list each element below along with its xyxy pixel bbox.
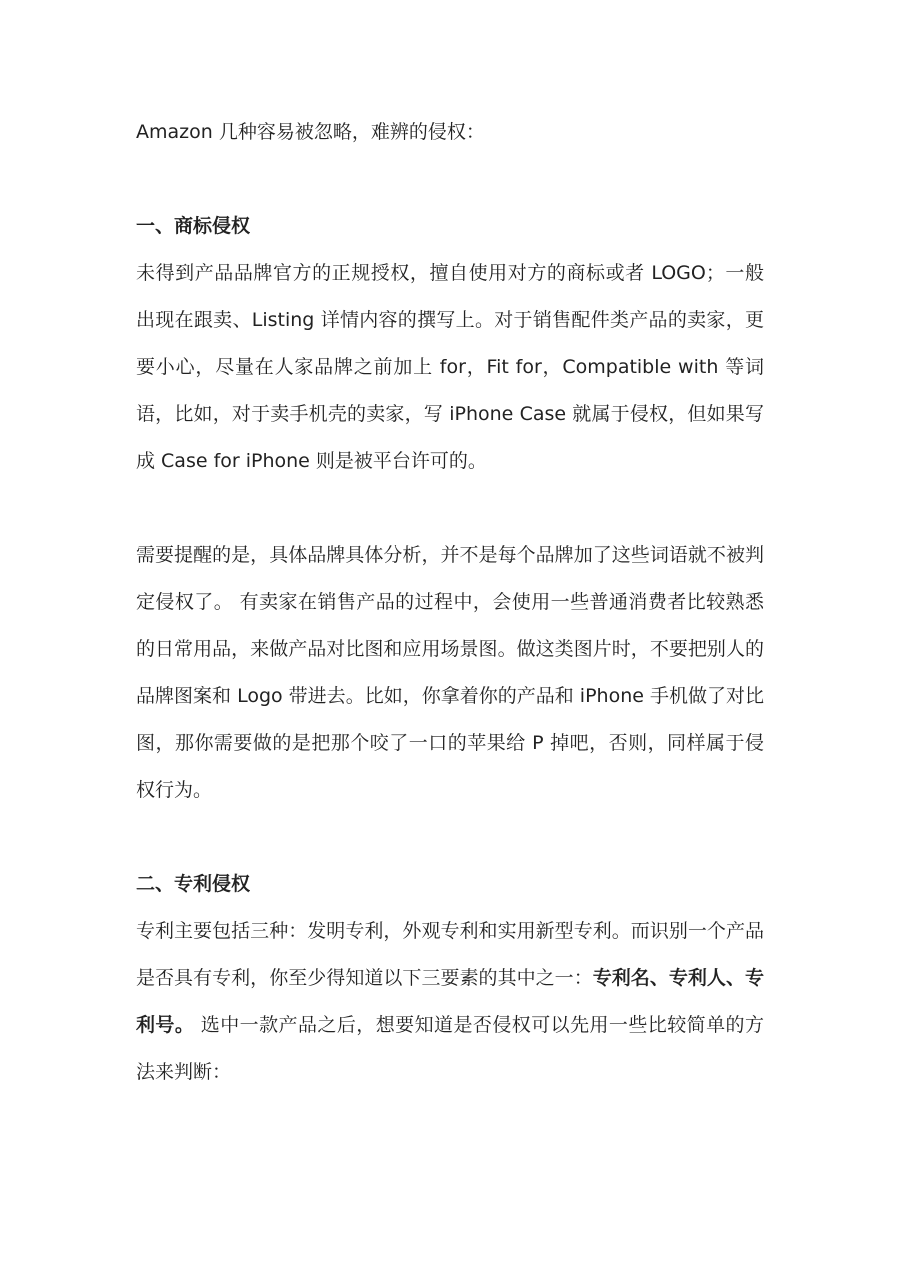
patent-paragraph-end: 选中一款产品之后，想要知道是否侵权可以先用一些比较简单的方法来判断： [136, 1014, 764, 1083]
document-intro: Amazon 几种容易被忽略，难辨的侵权： [136, 121, 485, 143]
patent-key-elements: 专利名、专利人、专利号。 [136, 967, 764, 1036]
section-heading-trademark: 一、商标侵权 [136, 215, 251, 237]
trademark-paragraph-1: 未得到产品品牌官方的正规授权，擅自使用对方的商标或者 LOGO；一般出现在跟卖、Listing 详情内容的撰写上。对于销售配件类产品的卖家，更要小心，尽量在人家品牌之前加上 for，Fit for，Compatible with 等词语，比如，对于卖手机壳的卖家，写 iPhone Case 就属于侵权，但如果写成 Case for iPhone 则是被平台许可的。 [136, 262, 764, 472]
trademark-paragraph-2: 需要提醒的是，具体品牌具体分析，并不是每个品牌加了这些词语就不被判定侵权了。 有卖家在销售产品的过程中，会使用一些普通消费者比较熟悉的日常用品，来做产品对比图和应用场景图。做这类图片时，不要把别人的品牌图案和 Logo 带进去。比如，你拿着你的产品和 iPhone 手机做了对比图，那你需要做的是把那个咬了一口的苹果给 P 掉吧，否则，同样属于侵权行为。 [136, 544, 764, 801]
patent-paragraph-start: 专利主要包括三种：发明专利，外观专利和实用新型专利。而识别一个产品是否具有专利，你至少得知道以下三要素的其中之一： [136, 920, 764, 989]
patent-paragraph [136, 908, 764, 1096]
document-body [136, 109, 764, 1096]
section-heading-patent: 二、专利侵权 [136, 873, 251, 895]
